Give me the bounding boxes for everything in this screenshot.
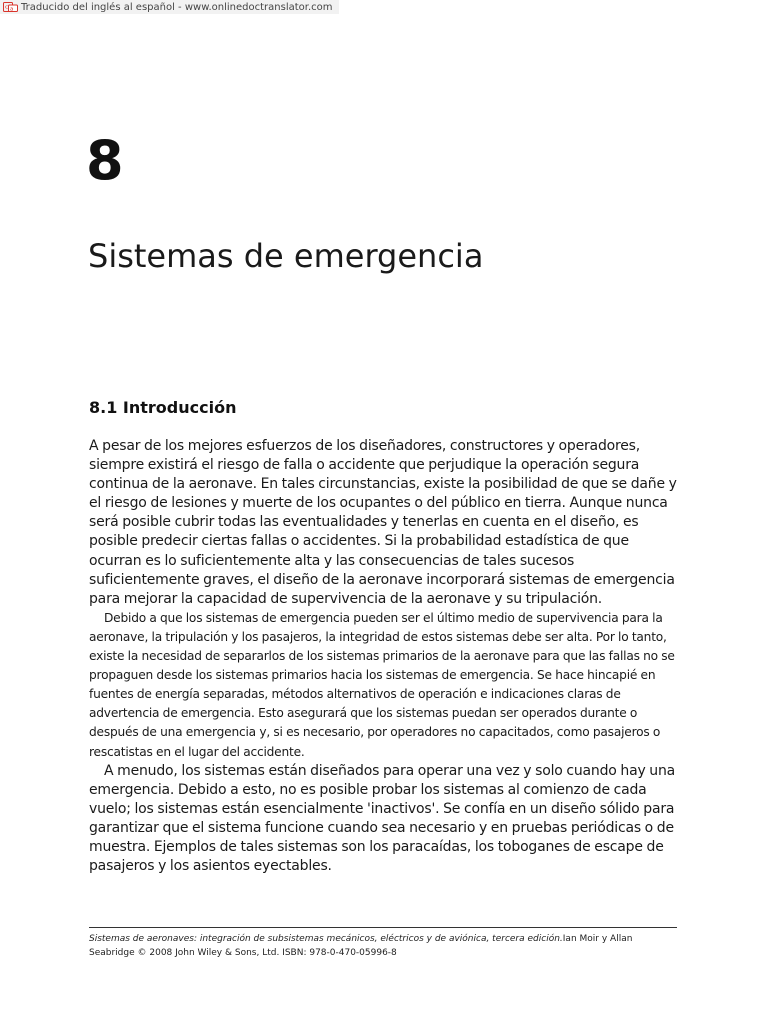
section-body [89, 437, 681, 876]
svg-text:a: a [10, 6, 14, 12]
paragraph-2: Debido a que los sistemas de emergencia pueden ser el último medio de supervivencia para la aeronave, la tripulación y los pasajeros, la integridad de estos sistemas debe ser alta. Por lo tanto, existe la necesidad de separarlos de los sistemas primarios de la aeronave para que las fallas no se propaguen desde los sistemas primarios hacia los sistemas de emergencia. Se hace hincapié en fuentes de energía separadas, métodos alternativos de operación e indicaciones claras de advertencia de emergencia. Esto asegurará que los sistemas puedan ser operados durante o después de una emergencia y, si es necesario, por operadores no capacitados, como pasajeros o rescatistas en el lugar del accidente. [89, 610, 675, 759]
chapter-title: Sistemas de emergencia [88, 237, 484, 275]
paragraph-1: A pesar de los mejores esfuerzos de los diseñadores, constructores y operadores, siempre existirá el riesgo de falla o accidente que perjudique la operación segura continua de la aeronave. En tales circunstancias, existe la posibilidad de que se dañe y el riesgo de lesiones y muerte de los ocupantes o del público en tierra. Aunque nunca será posible cubrir todas las eventualidades y tenerlas en cuenta en el diseño, es posible predecir ciertas fallas o accidentes. Si la probabilidad estadística de que ocurran es lo suficientemente alta y las consecuencias de tales sucesos suficientemente graves, el diseño de la aeronave incorporará sistemas de emergencia para mejorar la capacidad de supervivencia de la aeronave y su tripulación. [89, 438, 677, 607]
paragraph-3: A menudo, los sistemas están diseñados para operar una vez y solo cuando hay una emergencia. Debido a esto, no es posible probar los sistemas al comienzo de cada vuelo; los sistemas están esencialmente 'inactivos'. Se confía en un diseño sólido para garantizar que el sistema funcione cuando sea necesario y en pruebas periódicas o de muestra. Ejemplos de tales sistemas son los paracaídas, los toboganes de escape de pasajeros y los asientos eyectables. [89, 762, 676, 875]
banner-text[interactable]: Traducido del inglés al español - www.onlinedoctranslator.com [21, 1, 333, 13]
footnote-credit: Ian Moir y Allan Seabridge © 2008 John Wiley & Sons, Ltd. ISBN: 978-0-470-05996-8 [89, 934, 633, 958]
footnote-book-title: Sistemas de aeronaves: integración de subsistemas mecánicos, eléctricos y de aviónica, tercera edición. [89, 934, 563, 944]
svg-text:c: c [5, 4, 9, 11]
pdf-translate-icon [3, 2, 18, 12]
chapter-number: 8 [86, 129, 124, 192]
section-heading: 8.1 Introducción [89, 398, 237, 417]
footnote-divider [89, 927, 677, 928]
translation-banner[interactable] [0, 0, 339, 14]
footnote [89, 932, 669, 960]
